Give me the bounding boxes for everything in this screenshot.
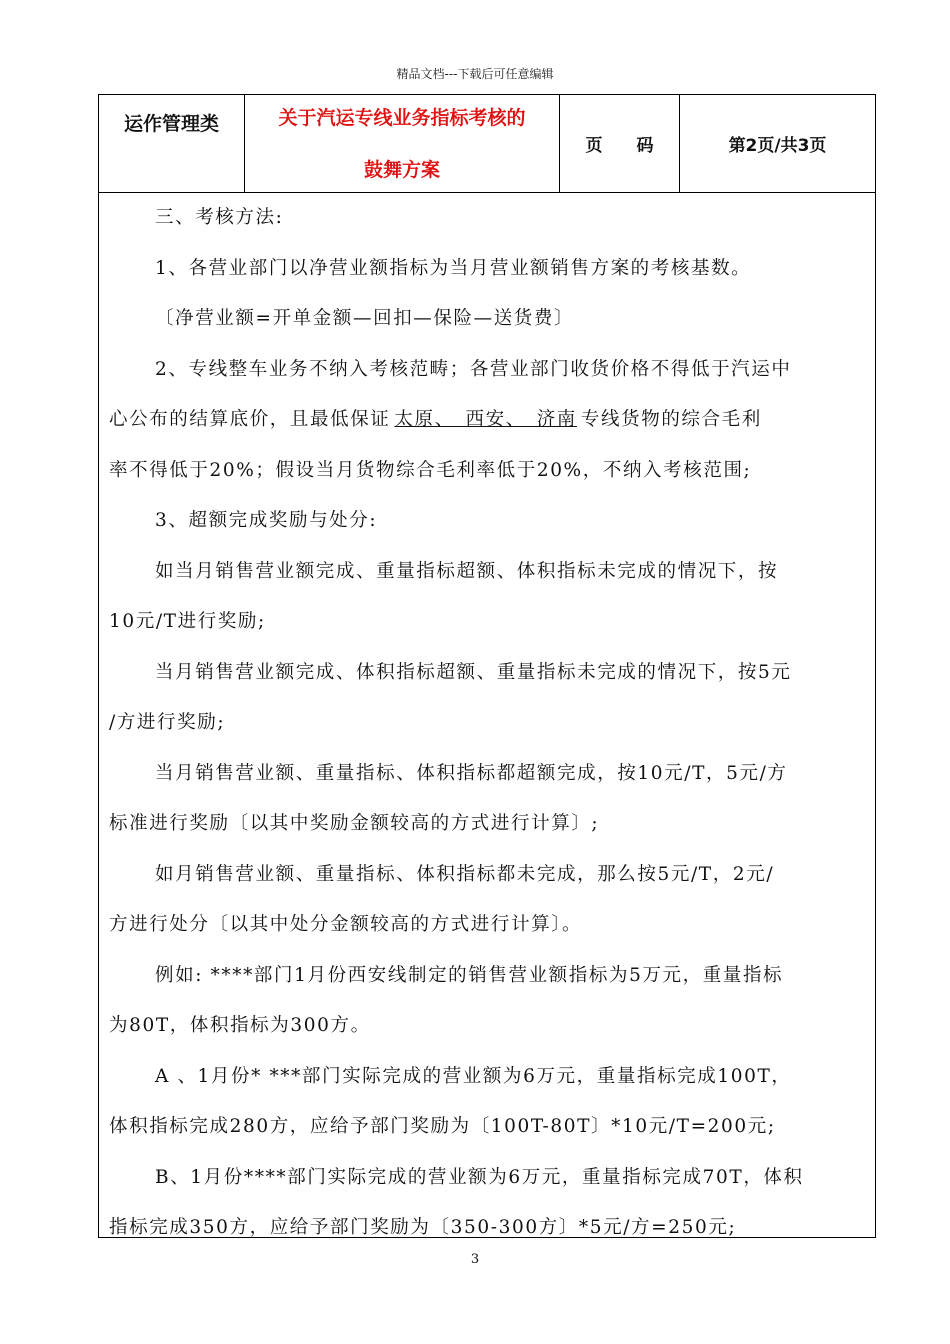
paragraph-line — [109, 395, 865, 446]
body-content — [99, 193, 875, 1254]
section-heading: 三、考核方法: — [155, 207, 284, 228]
page-value-cell: 第2页/共3页 — [728, 136, 827, 156]
page-label-cell: 页 码 — [560, 95, 680, 192]
paragraph-line: 10元/T进行奖励; — [109, 611, 266, 632]
paragraph-line: 指标完成350方，应给予部门奖励为〔350-300方〕*5元/方=250元; — [109, 1217, 737, 1238]
title-line-2: 鼓舞方案 — [363, 158, 440, 181]
paragraph-line: 例如: ****部门1月份西安线制定的销售营业额指标为5万元，重量指标 — [155, 964, 784, 986]
page-number: 3 — [470, 1252, 480, 1267]
paragraph-line: 方进行处分〔以其中处分金额较高的方式进行计算〕。 — [109, 914, 583, 935]
header-row — [99, 95, 875, 193]
text-span: 专线货物的综合毛利 — [580, 409, 762, 430]
paragraph-line: 如当月销售营业额完成、重量指标超额、体积指标未完成的情况下，按 — [155, 560, 779, 582]
title-cell — [245, 95, 560, 192]
paragraph-line: /方进行奖励; — [109, 712, 226, 733]
paragraph-line: 标准进行奖励〔以其中奖励金额较高的方式进行计算〕; — [109, 813, 600, 834]
paragraph-line: 2、专线整车业务不纳入考核范畴；各营业部门收货价格不得低于汽运中 — [155, 358, 792, 380]
paragraph-line: 当月销售营业额完成、体积指标超额、重量指标未完成的情况下，按5元 — [155, 661, 792, 683]
paragraph-line: 当月销售营业额、重量指标、体积指标都超额完成，按10元/T，5元/方 — [155, 762, 788, 784]
paragraph-line: A 、1月份* ***部门实际完成的营业额为6万元，重量指标完成100T， — [155, 1065, 792, 1087]
paragraph-line: B、1月份****部门实际完成的营业额为6万元，重量指标完成70T，体积 — [155, 1166, 804, 1188]
text-span: 心公布的结算底价，且最低保证 — [109, 409, 391, 430]
title-line-1: 关于汽运专线业务指标考核的 — [278, 106, 526, 129]
paragraph-line: 如月销售营业额、重量指标、体积指标都未完成，那么按5元/T，2元/ — [155, 863, 775, 885]
document-table — [98, 94, 876, 1238]
paragraph-line: 〔净营业额=开单金额—回扣—保险—送货费〕 — [155, 308, 575, 329]
underlined-cities: 太原、 西安、 济南 — [394, 409, 577, 430]
paragraph-line: 率不得低于20%；假设当月货物综合毛利率低于20%，不纳入考核范围; — [109, 459, 752, 481]
watermark-text: 精品文档---下载后可任意编辑 — [396, 67, 554, 81]
paragraph-line: 为80T，体积指标为300方。 — [109, 1015, 371, 1036]
section-heading: 3、超额完成奖励与处分: — [155, 510, 378, 531]
paragraph-line: 1、各营业部门以净营业额指标为当月营业额销售方案的考核基数。 — [155, 257, 752, 279]
category-cell: 运作管理类 — [99, 95, 245, 192]
paragraph-line: 体积指标完成280方，应给予部门奖励为〔100T-80T〕*10元/T=200元; — [109, 1116, 776, 1137]
